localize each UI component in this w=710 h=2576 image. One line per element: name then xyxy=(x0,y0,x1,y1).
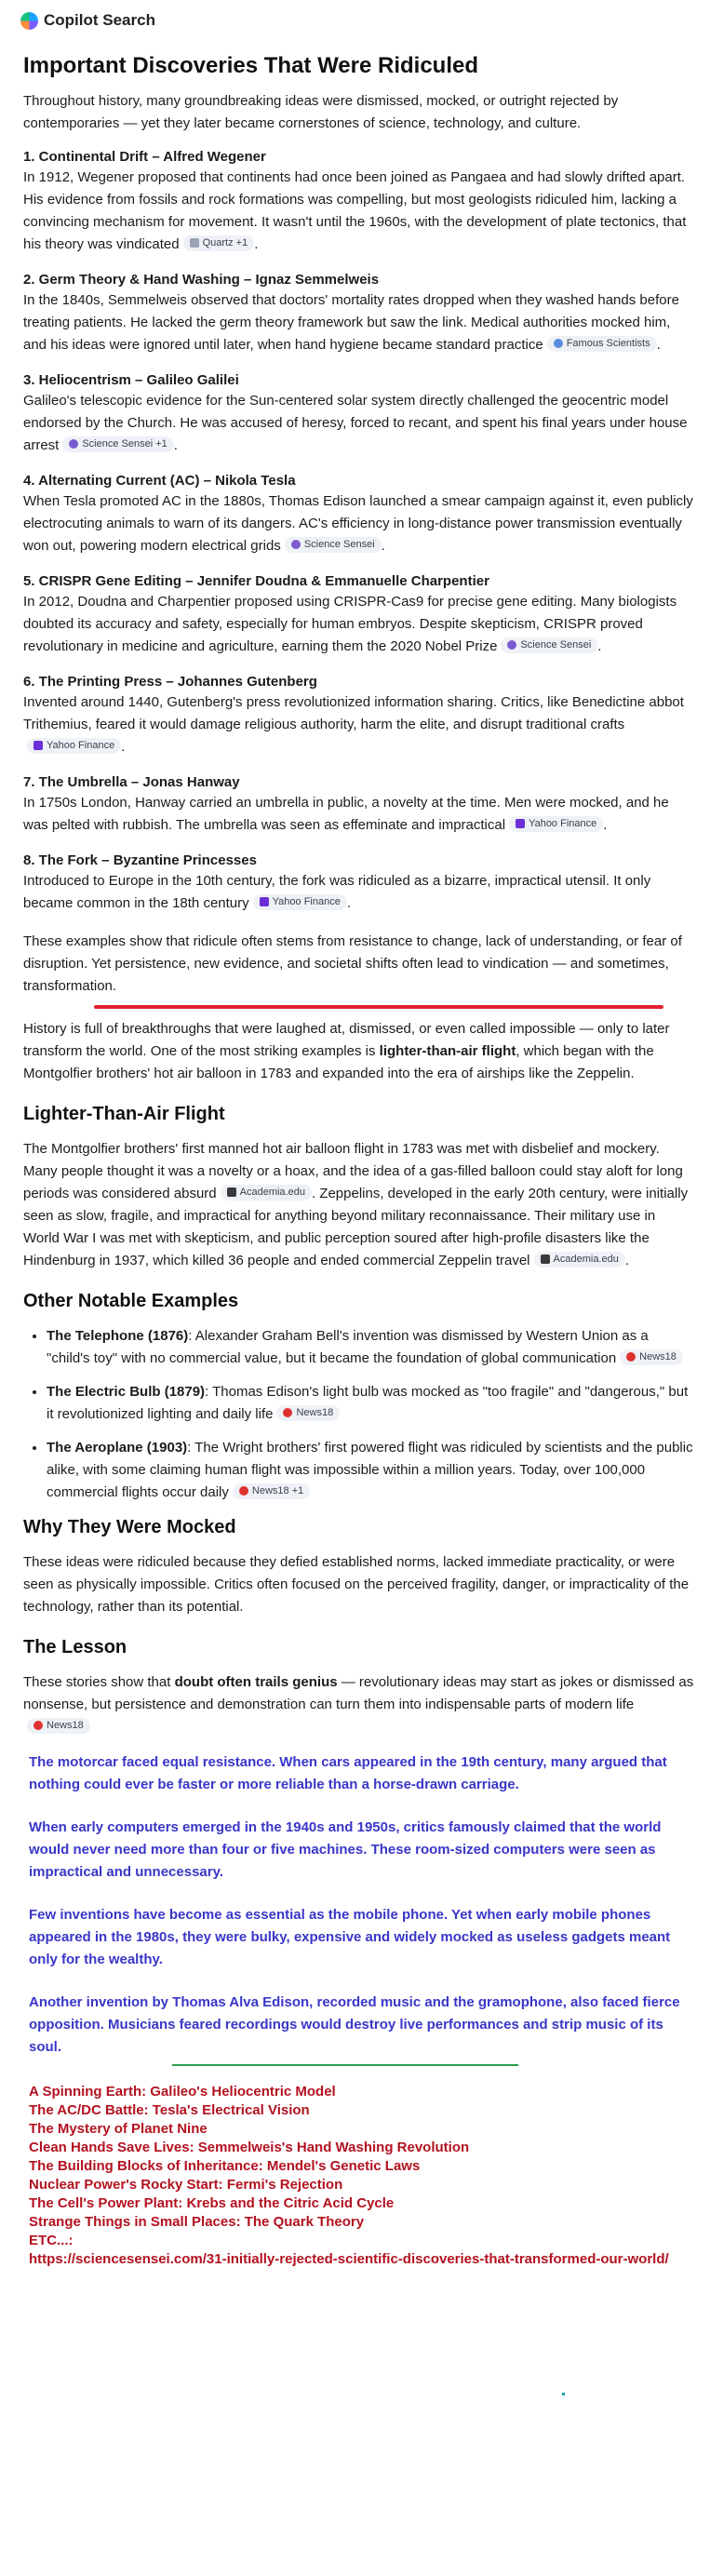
discovery-list xyxy=(23,149,695,915)
discovery-item xyxy=(23,573,695,658)
discovery-item xyxy=(23,774,695,837)
source-chip-label: Quartz +1 xyxy=(202,236,248,248)
discovery-body: Galileo's telescopic evidence for the Sun-centered solar system directly challenged the geocentric model endorsed by the Church. He was accused of heresy, forced to recant, and spent his final years under house arrest xyxy=(23,393,688,453)
discovery-text: In 2012, Doudna and Charpentier proposed using CRISPR-Cas9 for precise gene editing. Many biologists doubted its accuracy and safety, especially for human embryos. Despite skepticism, CRISPR proved revolutionary in medicine and agriculture, earning them the 2020 Nobel Prize Science Sensei . xyxy=(23,594,677,654)
discovery-title: 4. Alternating Current (AC) – Nikola Tesla xyxy=(23,473,296,489)
source-chip[interactable] xyxy=(253,894,347,910)
red-line: The Mystery of Planet Nine xyxy=(29,2121,208,2137)
discovery-item xyxy=(23,272,695,356)
list-item-title: The Aeroplane (1903) xyxy=(47,1440,188,1456)
yahoo-finance-icon xyxy=(33,741,43,750)
source-chip[interactable] xyxy=(27,738,121,754)
discovery-item xyxy=(23,372,695,457)
lesson-bold: doubt often trails genius xyxy=(174,1674,338,1690)
source-chip-label: News18 +1 xyxy=(251,1484,304,1496)
source-chip[interactable] xyxy=(620,1349,683,1365)
academia-icon xyxy=(227,1187,236,1197)
source-chip-label: Yahoo Finance xyxy=(272,895,341,907)
discovery-item xyxy=(23,473,695,557)
academia-icon xyxy=(541,1254,550,1264)
decorative-dot xyxy=(562,2393,565,2395)
source-chip[interactable] xyxy=(233,1483,310,1499)
discovery-text: In the 1840s, Semmelweis observed that doctors' mortality rates dropped when they washed hands before treating patients. He lacked the germ theory framework but saw the link. Medical authorities mocked him, and his ideas were ignored until later, when hand hygiene became standard practice Famous Scientists . xyxy=(23,292,679,353)
why-heading: Why They Were Mocked xyxy=(23,1517,236,1537)
discovery-title: 7. The Umbrella – Jonas Hanway xyxy=(23,774,240,790)
lighter-heading: Lighter-Than-Air Flight xyxy=(23,1104,225,1124)
lesson-paragraph xyxy=(23,1671,695,1738)
other-heading: Other Notable Examples xyxy=(23,1291,239,1311)
red-line: Strange Things in Small Places: The Quark Theory xyxy=(29,2214,365,2230)
intro-paragraph: Throughout history, many groundbreaking ideas were dismissed, mocked, or outright rejected by contemporaries — yet they later became cornerstones of science, technology, and culture. xyxy=(23,93,619,131)
blue-paragraph: The motorcar faced equal resistance. When cars appeared in the 19th century, many argued that nothing could ever be faster or more reliable than a horse-drawn carriage. xyxy=(29,1754,667,1792)
yahoo-finance-icon xyxy=(516,819,525,828)
discovery-title: 1. Continental Drift – Alfred Wegener xyxy=(23,149,266,165)
source-chip-label: Academia.edu xyxy=(239,1186,305,1198)
discovery-title: 8. The Fork – Byzantine Princesses xyxy=(23,852,257,868)
source-chip-label: Science Sensei xyxy=(520,638,592,651)
red-list xyxy=(29,2083,695,2269)
discovery-text: Invented around 1440, Gutenberg's press revolutionized information sharing. Critics, like Benedictine abbot Trithemius, feared it would damage religious authority, harm the elite, and disrupt traditional crafts Yahoo Finance . xyxy=(23,694,684,755)
history-paragraph xyxy=(23,1018,695,1085)
list-item-text: : The Wright brothers' first powered flight was ridiculed by scientists and the public alike, with some claiming human flight was impossible within a million years. Today, over 100,000 commercial flights occur daily xyxy=(47,1440,693,1500)
blue-paragraph: Another invention by Thomas Alva Edison, recorded music and the gramophone, also faced fierce opposition. Musicians feared recordings would destroy live performances and strip music of its soul. xyxy=(29,1994,680,2055)
lesson-heading: The Lesson xyxy=(23,1637,127,1657)
history-text-after: , which began with the Montgolfier brothers' hot air balloon in 1783 and expanded into the era of airships like the Zeppelin. xyxy=(23,1043,654,1081)
source-chip[interactable] xyxy=(547,336,657,352)
science-sensei-icon xyxy=(507,640,516,650)
discovery-body: In 1750s London, Hanway carried an umbrella in public, a novelty at the time. Men were mocked, and he was pelted with rubbish. The umbrella was seen as effeminate and impractical xyxy=(23,795,669,833)
list-item xyxy=(47,1325,695,1370)
discovery-text: Galileo's telescopic evidence for the Sun-centered solar system directly challenged the geocentric model endorsed by the Church. He was accused of heresy, forced to recant, and spent his final years under house arrest Science Sensei +1 . xyxy=(23,393,688,453)
source-chip[interactable] xyxy=(183,235,255,251)
other-examples-list xyxy=(23,1325,695,1504)
blue-paragraph: Few inventions have become as essential as the mobile phone. Yet when early mobile phones appeared in the 1980s, they were bulky, expensive and widely mocked as useless gadgets meant only for the wealthy. xyxy=(29,1907,671,1967)
list-item xyxy=(47,1381,695,1426)
conclusion-paragraph: These examples show that ridicule often stems from resistance to change, lack of understanding, or fear of disruption. Yet persistence, new evidence, and societal shifts often lead to vindication — and sometimes, transformation. xyxy=(23,933,682,994)
source-chip-label: Yahoo Finance xyxy=(47,739,115,751)
source-chip-label: Academia.edu xyxy=(553,1253,619,1265)
red-line: A Spinning Earth: Galileo's Heliocentric Model xyxy=(29,2084,336,2100)
red-line: ETC...: xyxy=(29,2233,74,2248)
source-chip-label: Science Sensei +1 xyxy=(82,437,167,449)
discovery-body: Invented around 1440, Gutenberg's press revolutionized information sharing. Critics, like Benedictine abbot Trithemius, feared it would damage religious authority, harm the elite, and disrupt traditional crafts xyxy=(23,694,684,732)
list-item xyxy=(47,1437,695,1504)
source-chip-label: Famous Scientists xyxy=(566,337,650,349)
discovery-title: 2. Germ Theory & Hand Washing – Ignaz Semmelweis xyxy=(23,272,380,288)
discovery-item xyxy=(23,674,695,758)
source-chip[interactable] xyxy=(27,1718,90,1734)
yahoo-finance-icon xyxy=(260,897,269,906)
blue-notes xyxy=(23,1751,695,2059)
source-chip[interactable] xyxy=(509,816,603,832)
discovery-text: In 1912, Wegener proposed that continents had once been joined as Pangaea and had slowly drifted apart. His evidence from fossils and rock formations was compelling, but most geologists ridiculed him, lacking a convincing mechanism for movement. It wasn't until the 1960s, with the development of plate tectonics, that his theory was vindicated Quartz +1 . xyxy=(23,169,687,252)
lighter-text-2: . Zeppelins, developed in the early 20th century, were initially seen as slow, fragile, and impractical for anything beyond military reconnaissance. Their military use in World War I was met with skepticism, and public perception soured after high-profile disasters like the Hindenburg in 1937, which killed 36 people and ended commercial Zeppelin travel xyxy=(23,1186,689,1268)
science-sensei-icon xyxy=(69,439,78,449)
discovery-title: 5. CRISPR Gene Editing – Jennifer Doudna & Emmanuelle Charpentier xyxy=(23,573,489,589)
list-item-text: : Thomas Edison's light bulb was mocked as "too fragile" and "dangerous," but it revolutionized lighting and daily life xyxy=(47,1384,689,1422)
lesson-text-after: — revolutionary ideas may start as jokes or dismissed as nonsense, but persistence and demonstration can turn them into indispensable parts of modern life xyxy=(23,1674,694,1712)
list-item-title: The Electric Bulb (1879) xyxy=(47,1384,206,1400)
news18-icon xyxy=(283,1408,292,1417)
source-chip[interactable] xyxy=(534,1252,625,1268)
discovery-text: When Tesla promoted AC in the 1880s, Thomas Edison launched a smear campaign against it, even publicly electrocuting animals to warn of its dangers. AC's efficiency in long-distance power transmission eventually won out, powering modern electrical grids Science Sensei . xyxy=(23,493,693,554)
source-chip-label: News18 xyxy=(296,1406,334,1418)
red-line: Clean Hands Save Lives: Semmelweis's Hand Washing Revolution xyxy=(29,2140,470,2155)
discovery-title: 6. The Printing Press – Johannes Gutenberg xyxy=(23,674,317,690)
source-link[interactable]: https://sciencesensei.com/31-initially-rejected-scientific-discoveries-that-transformed-our-world/ xyxy=(29,2251,669,2267)
blue-paragraph: When early computers emerged in the 1940s and 1950s, critics famously claimed that the world would never need more than four or five machines. These room-sized computers were seen as impractical and unnecessary. xyxy=(29,1819,662,1880)
page-title: Important Discoveries That Were Ridiculed xyxy=(23,53,479,78)
list-item-text: : Alexander Graham Bell's invention was dismissed by Western Union as a "child's toy" with no commercial value, but it became the foundation of global communication xyxy=(47,1328,649,1366)
news18-icon xyxy=(626,1352,636,1362)
history-bold: lighter-than-air flight xyxy=(379,1043,516,1059)
discovery-text: Introduced to Europe in the 10th century, the fork was ridiculed as a bizarre, impractical utensil. It only became common in the 18th century Yahoo Finance . xyxy=(23,873,651,911)
discovery-item xyxy=(23,852,695,915)
red-underline xyxy=(94,1005,663,1009)
source-chip[interactable] xyxy=(285,537,382,553)
quartz-icon xyxy=(190,238,199,248)
discovery-title: 3. Heliocentrism – Galileo Galilei xyxy=(23,372,239,388)
lighter-paragraph: The Montgolfier brothers' first manned hot air balloon flight in 1783 was met with disbelief and mockery. Many people thought it was a novelty or a hoax, and the idea of a gas-filled balloon could stay aloft for long periods was considered absurd Academia.edu . Zeppelins, developed in the early 20th century, were initially seen as slow, fragile, and impractical for anything beyond military reconnaissance. Their military use in World War I was met with skepticism, and public perception soured after high-profile disasters like the Hindenburg in 1937, which killed 36 people and ended commercial Zeppelin travel Academia.edu . xyxy=(23,1141,689,1268)
red-line: The Building Blocks of Inheritance: Mendel's Genetic Laws xyxy=(29,2158,421,2174)
discovery-body: In 1912, Wegener proposed that continents had once been joined as Pangaea and had slowly drifted apart. His evidence from fossils and rock formations was compelling, but most geologists ridiculed him, lacking a convincing mechanism for movement. It wasn't until the 1960s, with the development of plate tectonics, that his theory was vindicated xyxy=(23,169,687,252)
famous-scientists-icon xyxy=(554,339,563,348)
discovery-body: In the 1840s, Semmelweis observed that doctors' mortality rates dropped when they washed hands before treating patients. He lacked the germ theory framework but saw the link. Medical authorities mocked him, and his ideas were ignored until later, when hand hygiene became standard practice xyxy=(23,292,679,353)
header xyxy=(20,11,155,30)
brand-name: Copilot Search xyxy=(44,11,155,29)
discovery-text: In 1750s London, Hanway carried an umbrella in public, a novelty at the time. Men were mocked, and he was pelted with rubbish. The umbrella was seen as effeminate and impractical Yahoo Finance . xyxy=(23,795,669,833)
green-underline xyxy=(172,2064,518,2066)
discovery-body: Introduced to Europe in the 10th century, the fork was ridiculed as a bizarre, impractical utensil. It only became common in the 18th century xyxy=(23,873,651,911)
source-chip[interactable] xyxy=(501,637,597,653)
history-text-before: History is full of breakthroughs that were laughed at, dismissed, or even called impossible — only to later transform the world. One of the most striking examples is xyxy=(23,1021,670,1059)
source-chip[interactable] xyxy=(276,1405,340,1421)
source-chip-label: Science Sensei xyxy=(303,538,375,550)
copilot-logo-icon xyxy=(20,12,38,30)
source-chip[interactable] xyxy=(221,1185,312,1201)
red-line: Nuclear Power's Rocky Start: Fermi's Rejection xyxy=(29,2177,343,2193)
discovery-body: In 2012, Doudna and Charpentier proposed using CRISPR-Cas9 for precise gene editing. Many biologists doubted its accuracy and safety, especially for human embryos. Despite skepticism, CRISPR proved revolutionary in medicine and agriculture, earning them the 2020 Nobel Prize xyxy=(23,594,677,654)
source-chip-label: News18 xyxy=(47,1719,84,1731)
red-line: The Cell's Power Plant: Krebs and the Citric Acid Cycle xyxy=(29,2195,395,2211)
lighter-text-1: The Montgolfier brothers' first manned hot air balloon flight in 1783 was met with disbelief and mockery. Many people thought it was a novelty or a hoax, and the idea of a gas-filled balloon could stay aloft for long periods was considered absurd xyxy=(23,1141,683,1201)
red-line: The AC/DC Battle: Tesla's Electrical Vision xyxy=(29,2102,310,2118)
list-item-title: The Telephone (1876) xyxy=(47,1328,189,1344)
news18-icon xyxy=(33,1721,43,1730)
source-chip-label: Yahoo Finance xyxy=(529,817,597,829)
discovery-item xyxy=(23,149,695,256)
why-paragraph: These ideas were ridiculed because they defied established norms, lacked immediate practicality, or were seen as physically impossible. Critics often focused on the perceived fragility, danger, or impracticality of the technology, rather than its potential. xyxy=(23,1554,690,1615)
news18-icon xyxy=(239,1486,248,1496)
lesson-text-before: These stories show that xyxy=(23,1674,175,1690)
discovery-body: When Tesla promoted AC in the 1880s, Thomas Edison launched a smear campaign against it, even publicly electrocuting animals to warn of its dangers. AC's efficiency in long-distance power transmission eventually won out, powering modern electrical grids xyxy=(23,493,693,554)
science-sensei-icon xyxy=(291,540,301,549)
main-content xyxy=(23,53,695,2269)
source-chip[interactable] xyxy=(62,436,173,452)
source-chip-label: News18 xyxy=(639,1350,677,1362)
